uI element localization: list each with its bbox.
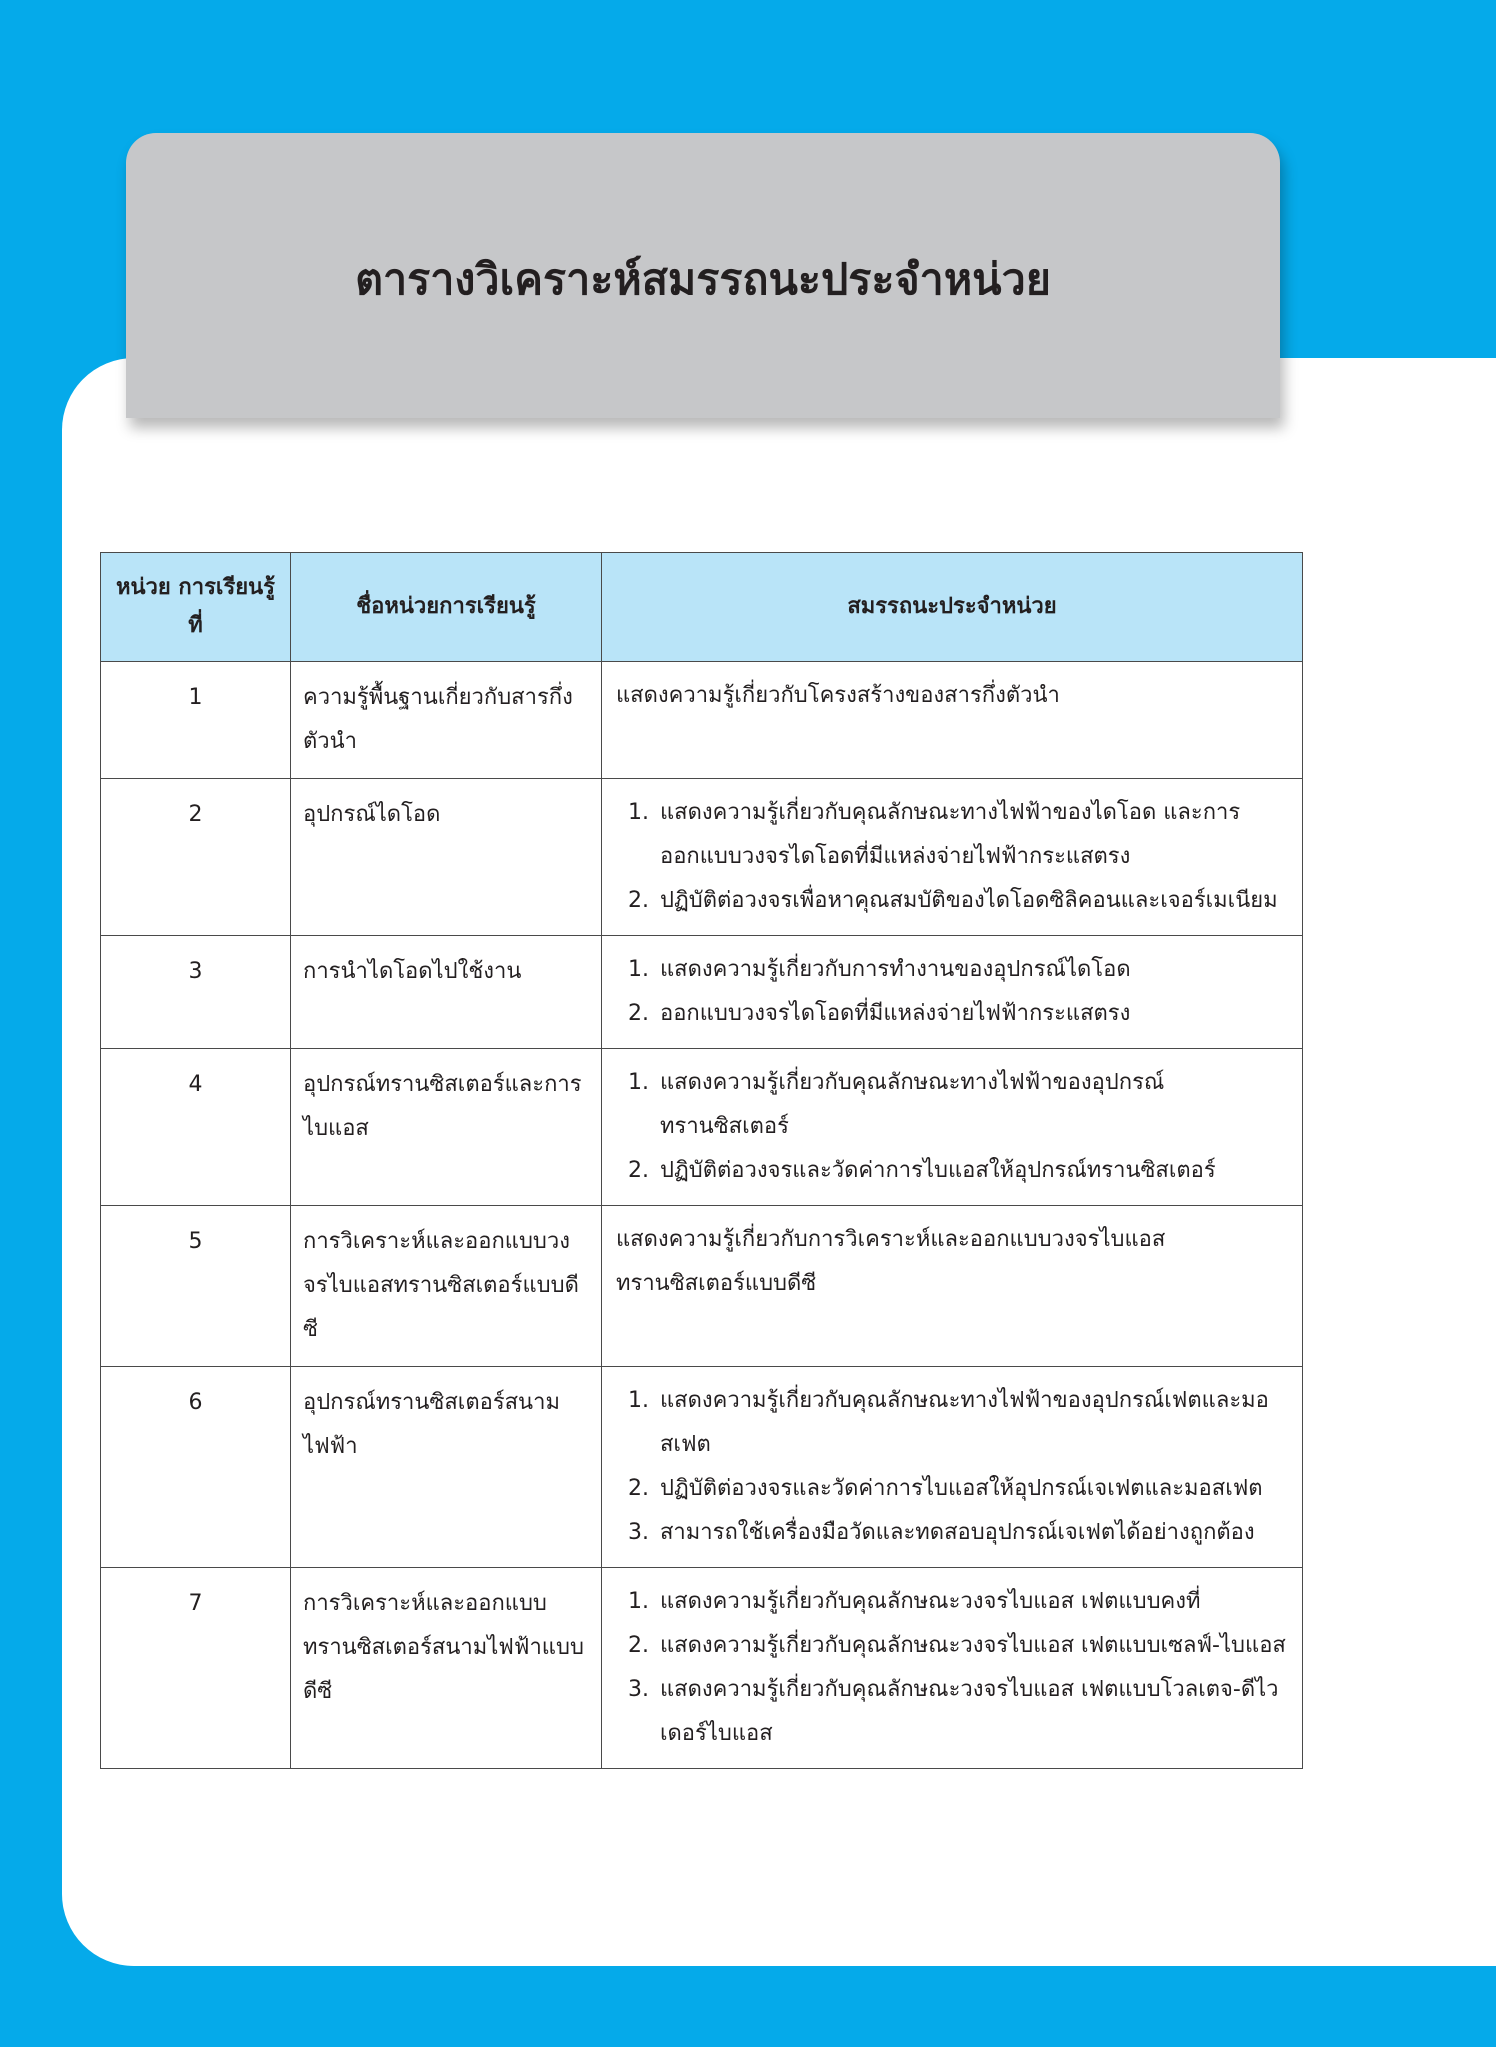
- header-unit-name: ชื่อหน่วยการเรียนรู้: [291, 553, 602, 662]
- competency-item: 3. สามารถใช้เครื่องมือวัดและทดสอบอุปกรณ์เจเฟตได้อย่างถูกต้อง: [656, 1511, 1290, 1555]
- page-title: ตารางวิเคราะห์สมรรถนะประจำหน่วย: [355, 255, 1051, 305]
- competency-list: [616, 791, 1290, 923]
- competency-cell: [602, 1568, 1303, 1769]
- competency-cell: [602, 1049, 1303, 1206]
- competency-item: 1. แสดงความรู้เกี่ยวกับคุณลักษณะวงจรไบแอส เฟตแบบคงที่: [656, 1580, 1290, 1624]
- unit-number-cell: 3: [101, 936, 291, 1049]
- competency-item: 1. แสดงความรู้เกี่ยวกับการทำงานของอุปกรณ์ไดโอด: [656, 948, 1290, 992]
- unit-name-cell: ความรู้พื้นฐานเกี่ยวกับสารกึ่งตัวนำ: [291, 662, 602, 779]
- table-body: [101, 662, 1303, 1769]
- table-row: [101, 1049, 1303, 1206]
- table-row: [101, 1568, 1303, 1769]
- competency-cell: [602, 779, 1303, 936]
- competency-item: 3. แสดงความรู้เกี่ยวกับคุณลักษณะวงจรไบแอส เฟตแบบโวลเตจ-ดีไวเดอร์ไบแอส: [656, 1668, 1290, 1756]
- competency-item: 1. แสดงความรู้เกี่ยวกับคุณลักษณะทางไฟฟ้าของไดโอด และการออกแบบวงจรไดโอดที่มีแหล่งจ่ายไฟฟ้ากระแสตรง: [656, 791, 1290, 879]
- unit-number-cell: 6: [101, 1367, 291, 1568]
- competency-list: [616, 1061, 1290, 1193]
- unit-name-cell: การวิเคราะห์และออกแบบวงจรไบแอสทรานซิสเตอร์แบบดีซี: [291, 1206, 602, 1367]
- title-banner: [126, 133, 1280, 418]
- competency-item: 2. ปฏิบัติต่อวงจรและวัดค่าการไบแอสให้อุปกรณ์ทรานซิสเตอร์: [656, 1149, 1290, 1193]
- competency-table: [100, 552, 1303, 1769]
- competency-item: 1. แสดงความรู้เกี่ยวกับคุณลักษณะทางไฟฟ้าของอุปกรณ์ทรานซิสเตอร์: [656, 1061, 1290, 1149]
- competency-item: 2. ปฏิบัติต่อวงจรและวัดค่าการไบแอสให้อุปกรณ์เจเฟตและมอสเฟต: [656, 1467, 1290, 1511]
- table-row: [101, 936, 1303, 1049]
- unit-name-cell: อุปกรณ์ไดโอด: [291, 779, 602, 936]
- unit-number-cell: 1: [101, 662, 291, 779]
- competency-cell: [602, 1367, 1303, 1568]
- header-unit-number: หน่วย การเรียนรู้ที่: [101, 553, 291, 662]
- unit-name-cell: อุปกรณ์ทรานซิสเตอร์สนามไฟฟ้า: [291, 1367, 602, 1568]
- table-row: [101, 1206, 1303, 1367]
- competency-item: 2. แสดงความรู้เกี่ยวกับคุณลักษณะวงจรไบแอส เฟตแบบเซลฟ์-ไบแอส: [656, 1624, 1290, 1668]
- competency-cell: [602, 1206, 1303, 1367]
- unit-name-cell: อุปกรณ์ทรานซิสเตอร์และการไบแอส: [291, 1049, 602, 1206]
- unit-number-cell: 7: [101, 1568, 291, 1769]
- competency-cell: [602, 936, 1303, 1049]
- competency-text: แสดงความรู้เกี่ยวกับการวิเคราะห์และออกแบบวงจรไบแอสทรานซิสเตอร์แบบดีซี: [616, 1227, 1166, 1296]
- competency-list: [616, 948, 1290, 1036]
- competency-text: แสดงความรู้เกี่ยวกับโครงสร้างของสารกึ่งตัวนำ: [616, 683, 1060, 708]
- table-header-row: [101, 553, 1303, 662]
- unit-name-cell: การนำไดโอดไปใช้งาน: [291, 936, 602, 1049]
- table-row: [101, 1367, 1303, 1568]
- table-row: [101, 662, 1303, 779]
- unit-number-cell: 5: [101, 1206, 291, 1367]
- competency-item: 2. ปฏิบัติต่อวงจรเพื่อหาคุณสมบัติของไดโอดซิลิคอนและเจอร์เมเนียม: [656, 879, 1290, 923]
- header-competency: สมรรถนะประจำหน่วย: [602, 553, 1303, 662]
- competency-list: [616, 1580, 1290, 1756]
- competency-item: 1. แสดงความรู้เกี่ยวกับคุณลักษณะทางไฟฟ้าของอุปกรณ์เฟตและมอสเฟต: [656, 1379, 1290, 1467]
- unit-name-cell: การวิเคราะห์และออกแบบทรานซิสเตอร์สนามไฟฟ้าแบบดีซี: [291, 1568, 602, 1769]
- competency-list: [616, 1379, 1290, 1555]
- table-row: [101, 779, 1303, 936]
- unit-number-cell: 4: [101, 1049, 291, 1206]
- competency-item: 2. ออกแบบวงจรไดโอดที่มีแหล่งจ่ายไฟฟ้ากระแสตรง: [656, 992, 1290, 1036]
- competency-cell: [602, 662, 1303, 779]
- unit-number-cell: 2: [101, 779, 291, 936]
